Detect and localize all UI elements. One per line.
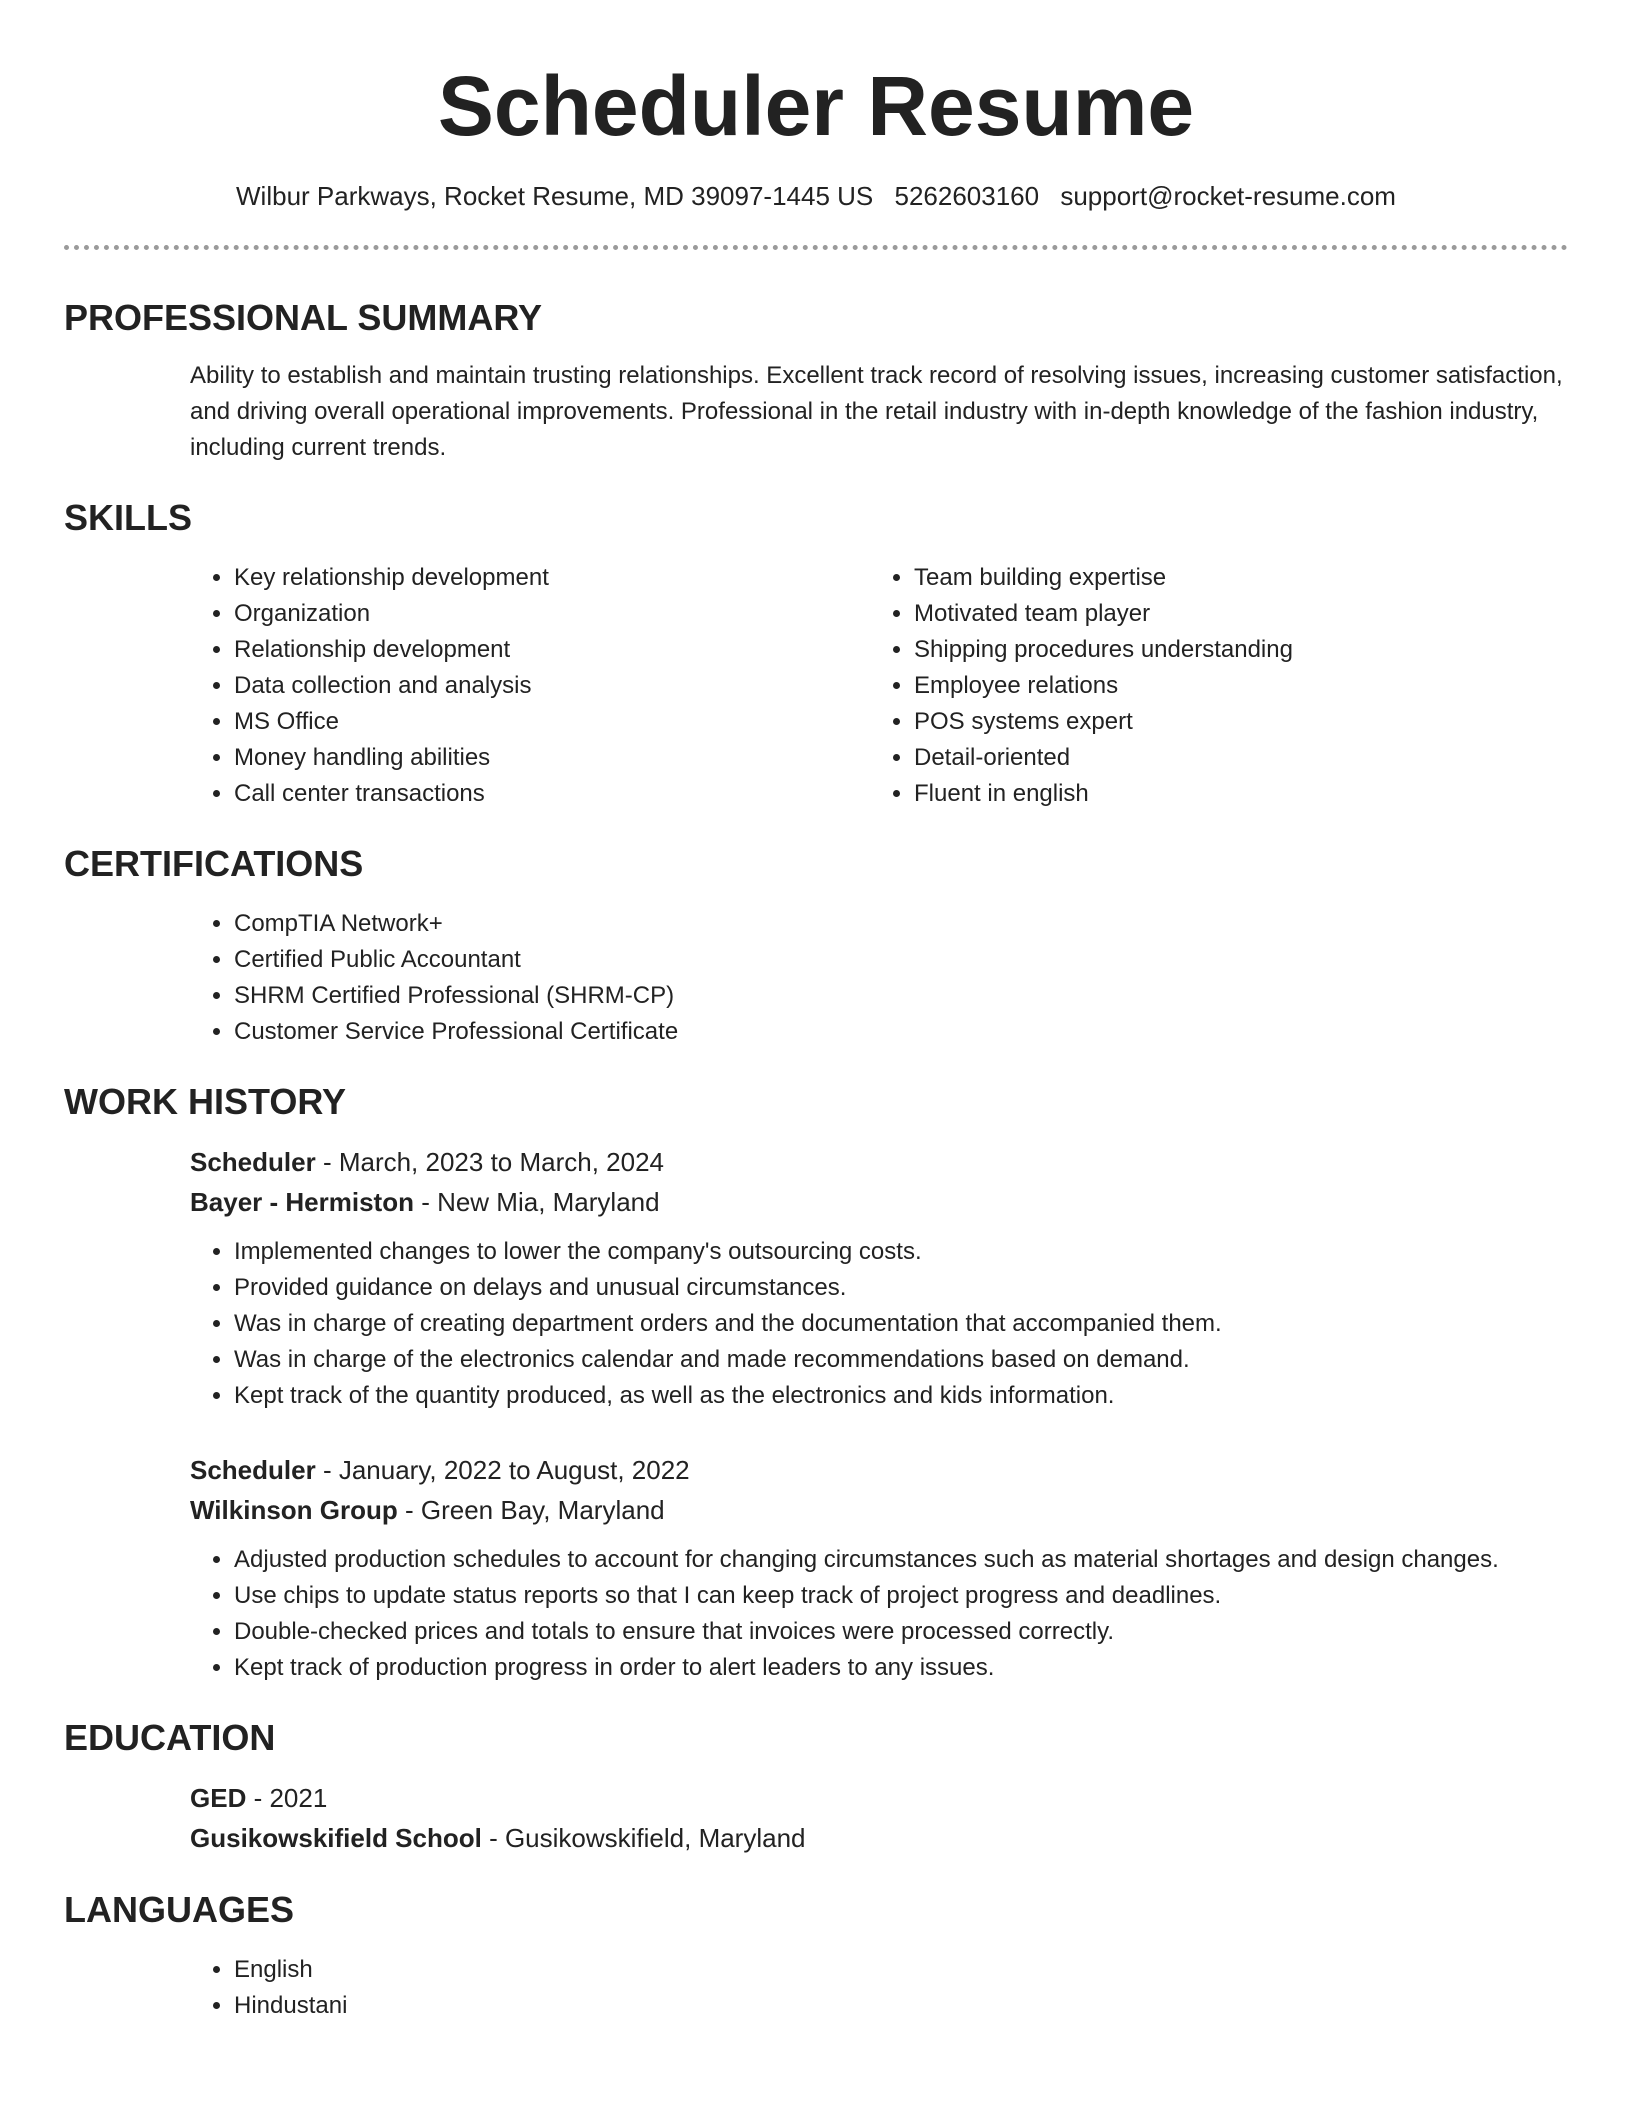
list-item: • MS Office (234, 704, 870, 740)
resume-title: Scheduler Resume (437, 59, 1195, 153)
list-item: • English (234, 1952, 1568, 1988)
list-item: • CompTIA Network+ (234, 906, 1568, 942)
work-history-heading: WORK HISTORY (64, 1081, 347, 1122)
list-item: • Provided guidance on delays and unusual circumstances. (234, 1270, 1568, 1306)
list-item: • Was in charge of creating department orders and the documentation that accompanied them. (234, 1306, 1568, 1342)
work-history-body (64, 1142, 1568, 1686)
certifications-section (64, 842, 1568, 1050)
job-company-line (190, 1490, 1568, 1530)
job-title: Scheduler (190, 1147, 316, 1177)
list-item: • SHRM Certified Professional (SHRM-CP) (234, 978, 1568, 1014)
skills-column-left (190, 560, 870, 812)
list-item: • Detail-oriented (914, 740, 1550, 776)
list-item: • Employee relations (914, 668, 1550, 704)
skills-column-right (870, 560, 1550, 812)
education-year: - 2021 (246, 1783, 328, 1813)
list-item: • Use chips to update status reports so that I can keep track of project progress and deadlines. (234, 1578, 1568, 1614)
languages-section (64, 1888, 1568, 2024)
education-degree-line (190, 1778, 1568, 1818)
job-location: - New Mia, Maryland (413, 1187, 660, 1217)
contact-line (64, 154, 1568, 213)
certifications-heading: CERTIFICATIONS (64, 843, 364, 884)
list-item: • Double-checked prices and totals to ensure that invoices were processed correctly. (234, 1614, 1568, 1650)
job-dates: - March, 2023 to March, 2024 (315, 1147, 665, 1177)
job-dates: - January, 2022 to August, 2022 (315, 1455, 690, 1485)
contact-email: support@rocket-resume.com (1060, 181, 1396, 211)
header-divider (64, 245, 1568, 250)
job-company-line (190, 1182, 1568, 1222)
list-item: • Customer Service Professional Certificate (234, 1014, 1568, 1050)
list-item: • POS systems expert (914, 704, 1550, 740)
list-item: • Call center transactions (234, 776, 870, 812)
education-school: Gusikowskifield School (190, 1823, 482, 1853)
list-item: • Money handling abilities (234, 740, 870, 776)
education-degree: GED (190, 1783, 247, 1813)
skills-heading: SKILLS (64, 497, 193, 538)
list-item: • Relationship development (234, 632, 870, 668)
skills-section (64, 496, 1568, 812)
list-item: • Team building expertise (914, 560, 1550, 596)
job-company: Bayer - Hermiston (190, 1187, 414, 1217)
job-entry (190, 1142, 1568, 1414)
education-section (64, 1716, 1568, 1858)
work-history-section (64, 1080, 1568, 1686)
summary-section (64, 296, 1568, 466)
contact-phone: 5262603160 (894, 181, 1040, 211)
list-item: • Data collection and analysis (234, 668, 870, 704)
education-school-line (190, 1818, 1568, 1858)
list-item: • Key relationship development (234, 560, 870, 596)
education-heading: EDUCATION (64, 1717, 276, 1758)
languages-list (64, 1952, 1568, 2024)
education-body (64, 1778, 1568, 1858)
list-item: • Was in charge of the electronics calendar and made recommendations based on demand. (234, 1342, 1568, 1378)
list-item: • Organization (234, 596, 870, 632)
job-entry (190, 1450, 1568, 1686)
list-item: • Fluent in english (914, 776, 1550, 812)
list-item: • Hindustani (234, 1988, 1568, 2024)
list-item: • Motivated team player (914, 596, 1550, 632)
certifications-list (64, 906, 1568, 1050)
job-location: - Green Bay, Maryland (397, 1495, 665, 1525)
summary-heading: PROFESSIONAL SUMMARY (64, 297, 543, 338)
list-item: • Adjusted production schedules to account for changing circumstances such as material shortages and design changes. (234, 1542, 1568, 1578)
summary-text: Ability to establish and maintain trusting relationships. Excellent track record of resolving issues, increasing customer satisfaction, and driving overall operational improvements. Professional in the retail industry with in-depth knowledge of the fashion industry, including current trends. (190, 362, 1563, 461)
list-item: • Kept track of the quantity produced, as well as the electronics and kids information. (234, 1378, 1568, 1414)
languages-heading: LANGUAGES (64, 1889, 295, 1930)
job-title: Scheduler (190, 1455, 316, 1485)
contact-address: Wilbur Parkways, Rocket Resume, MD 39097-1445 US (236, 181, 874, 211)
list-item: • Certified Public Accountant (234, 942, 1568, 978)
list-item: • Shipping procedures understanding (914, 632, 1550, 668)
skills-grid (64, 560, 1568, 812)
list-item: • Kept track of production progress in order to alert leaders to any issues. (234, 1650, 1568, 1686)
education-location: - Gusikowskifield, Maryland (481, 1823, 806, 1853)
list-item: • Implemented changes to lower the company's outsourcing costs. (234, 1234, 1568, 1270)
job-company: Wilkinson Group (190, 1495, 398, 1525)
job-title-line (190, 1142, 1568, 1182)
job-title-line (190, 1450, 1568, 1490)
